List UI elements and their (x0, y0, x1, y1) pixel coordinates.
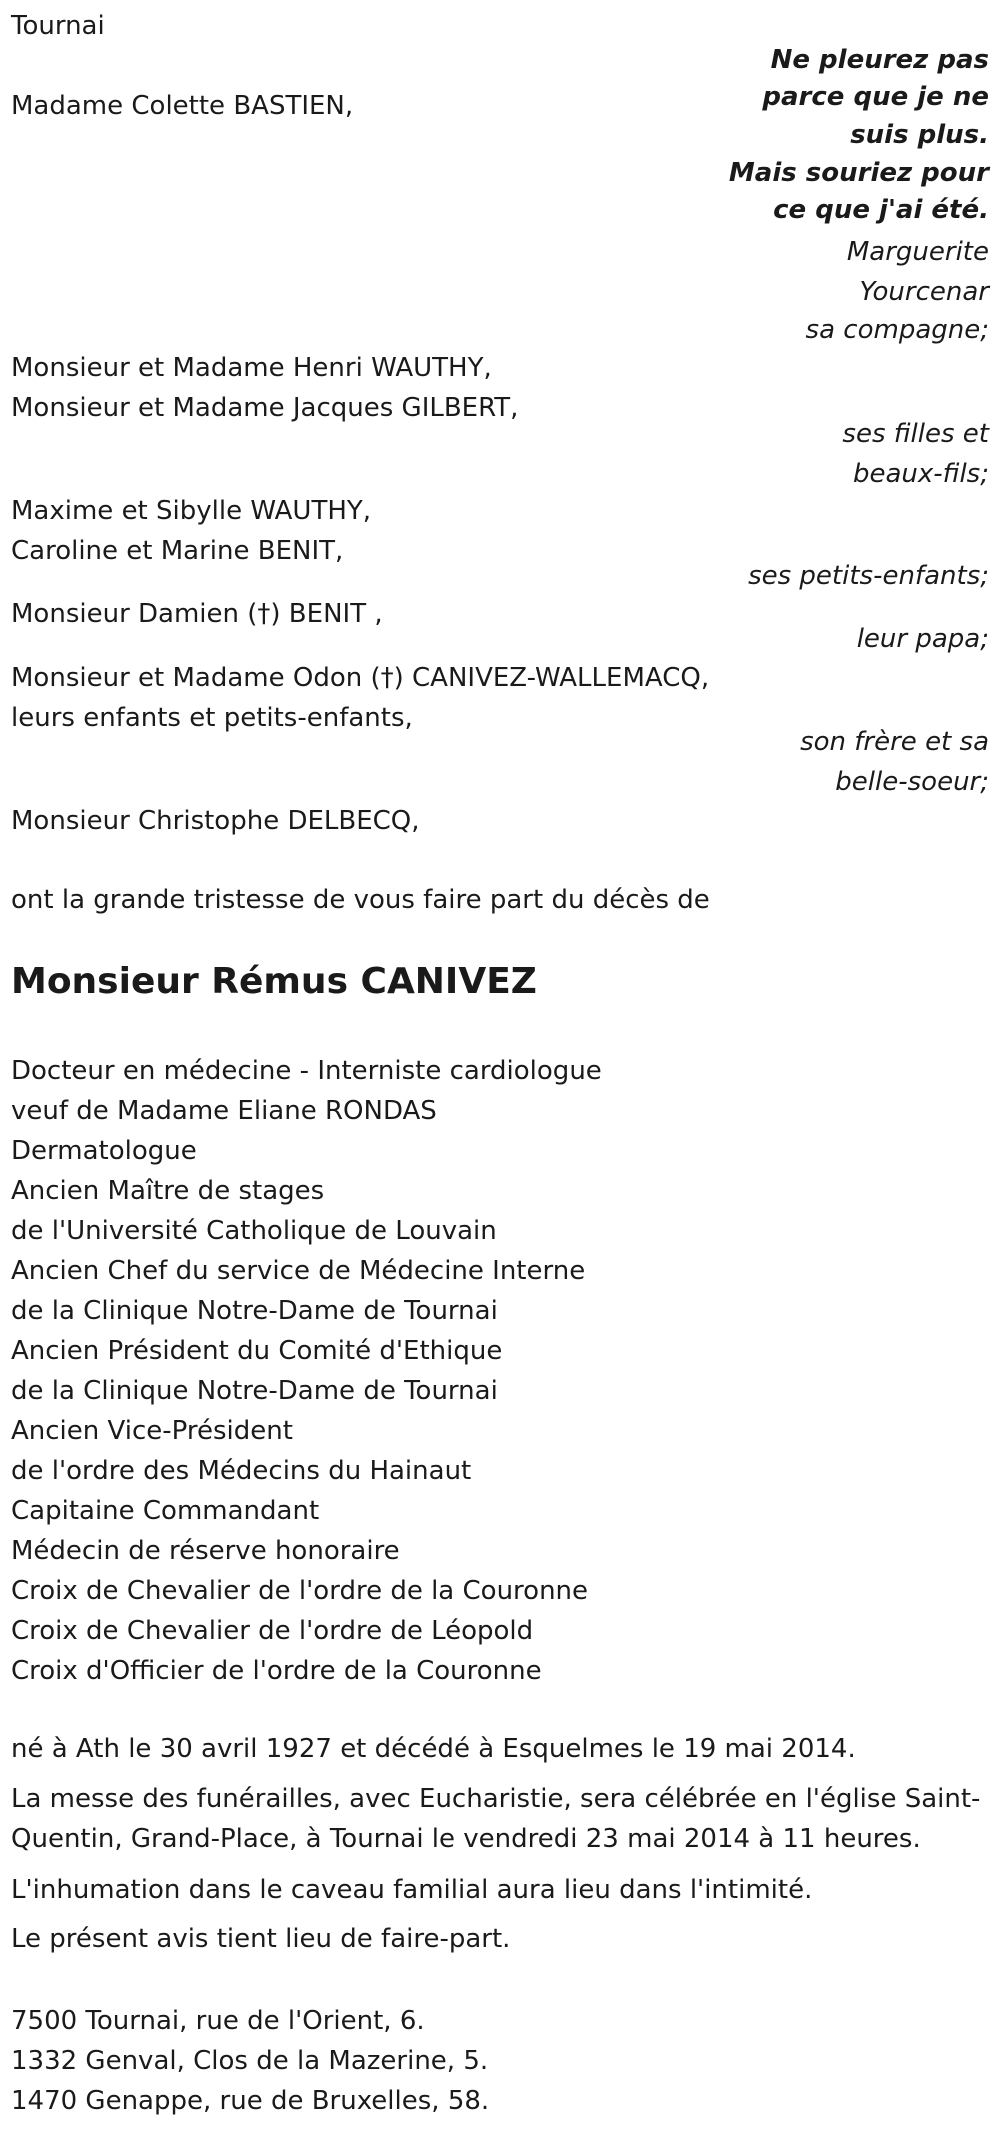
quote-line: ce que j'ai été. (773, 195, 989, 225)
title-line: Croix d'Officier de l'ordre de la Couronne (11, 1656, 542, 1686)
birth-death: né à Ath le 30 avril 1927 et décédé à Esquelmes le 19 mai 2014. (11, 1734, 856, 1764)
title-line: Ancien Vice-Président (11, 1416, 293, 1446)
burial-info: L'inhumation dans le caveau familial aura lieu dans l'intimité. (11, 1875, 813, 1905)
mass-info: La messe des funérailles, avec Eucharistie, sera célébrée en l'église Saint-Quentin, Grand-Place, à Tournai le vendredi 23 mai 2014 à 11 heures. (11, 1784, 981, 1854)
title-line: Croix de Chevalier de l'ordre de la Couronne (11, 1576, 589, 1606)
partner-name: Madame Colette BASTIEN, (11, 91, 354, 121)
other-relative: Monsieur Christophe DELBECQ, (11, 806, 420, 836)
title-line: de la Clinique Notre-Dame de Tournai (11, 1296, 498, 1326)
quote-line: Ne pleurez pas (770, 45, 989, 75)
quote-line: parce que je ne (762, 82, 989, 112)
title-line: Ancien Maître de stages (11, 1176, 325, 1206)
quote-author: Marguerite (846, 237, 989, 267)
title-line: Dermatologue (11, 1136, 197, 1166)
title-line: de la Clinique Notre-Dame de Tournai (11, 1376, 498, 1406)
grandchildren-role: ses petits-enfants; (748, 561, 989, 591)
title-line: de l'Université Catholique de Louvain (11, 1216, 497, 1246)
sibling: leurs enfants et petits-enfants, (11, 703, 413, 733)
partner-role: sa compagne; (805, 315, 989, 345)
title-line: Ancien Chef du service de Médecine Interne (11, 1256, 586, 1286)
title-line: Croix de Chevalier de l'ordre de Léopold (11, 1616, 534, 1646)
address-line: 1332 Genval, Clos de la Mazerine, 5. (11, 2046, 489, 2076)
title-line: Ancien Président du Comité d'Ethique (11, 1336, 503, 1366)
grandchild: Caroline et Marine BENIT, (11, 536, 344, 566)
sibling: Monsieur et Madame Odon (†) CANIVEZ-WALLEMACQ, (11, 663, 710, 693)
papa-role: leur papa; (856, 624, 989, 654)
daughter-couple: Monsieur et Madame Jacques GILBERT, (11, 393, 519, 423)
city: Tournai (11, 11, 105, 41)
title-line: Capitaine Commandant (11, 1496, 320, 1526)
quote-author: Yourcenar (859, 277, 989, 307)
quote-line: Mais souriez pour (728, 158, 989, 188)
title-line: Médecin de réserve honoraire (11, 1536, 400, 1566)
notice: Le présent avis tient lieu de faire-part. (11, 1924, 511, 1954)
sibling-role: son frère et sa (800, 727, 989, 757)
announcement: ont la grande tristesse de vous faire part du décès de (11, 885, 710, 915)
title-line: Docteur en médecine - Interniste cardiologue (11, 1056, 602, 1086)
title-line: veuf de Madame Eliane RONDAS (11, 1096, 437, 1126)
address-line: 7500 Tournai, rue de l'Orient, 6. (11, 2006, 425, 2036)
sibling-role: belle-soeur; (835, 767, 989, 797)
address-line: 1470 Genappe, rue de Bruxelles, 58. (11, 2086, 490, 2116)
daughter-couple: Monsieur et Madame Henri WAUTHY, (11, 353, 492, 383)
daughters-role: beaux-fils; (852, 459, 989, 489)
title-line: de l'ordre des Médecins du Hainaut (11, 1456, 472, 1486)
papa-name: Monsieur Damien (†) BENIT , (11, 599, 383, 629)
daughters-role: ses filles et (842, 419, 989, 449)
grandchild: Maxime et Sibylle WAUTHY, (11, 496, 372, 526)
quote-line: suis plus. (850, 120, 989, 150)
deceased-name: Monsieur Rémus CANIVEZ (11, 961, 537, 1002)
